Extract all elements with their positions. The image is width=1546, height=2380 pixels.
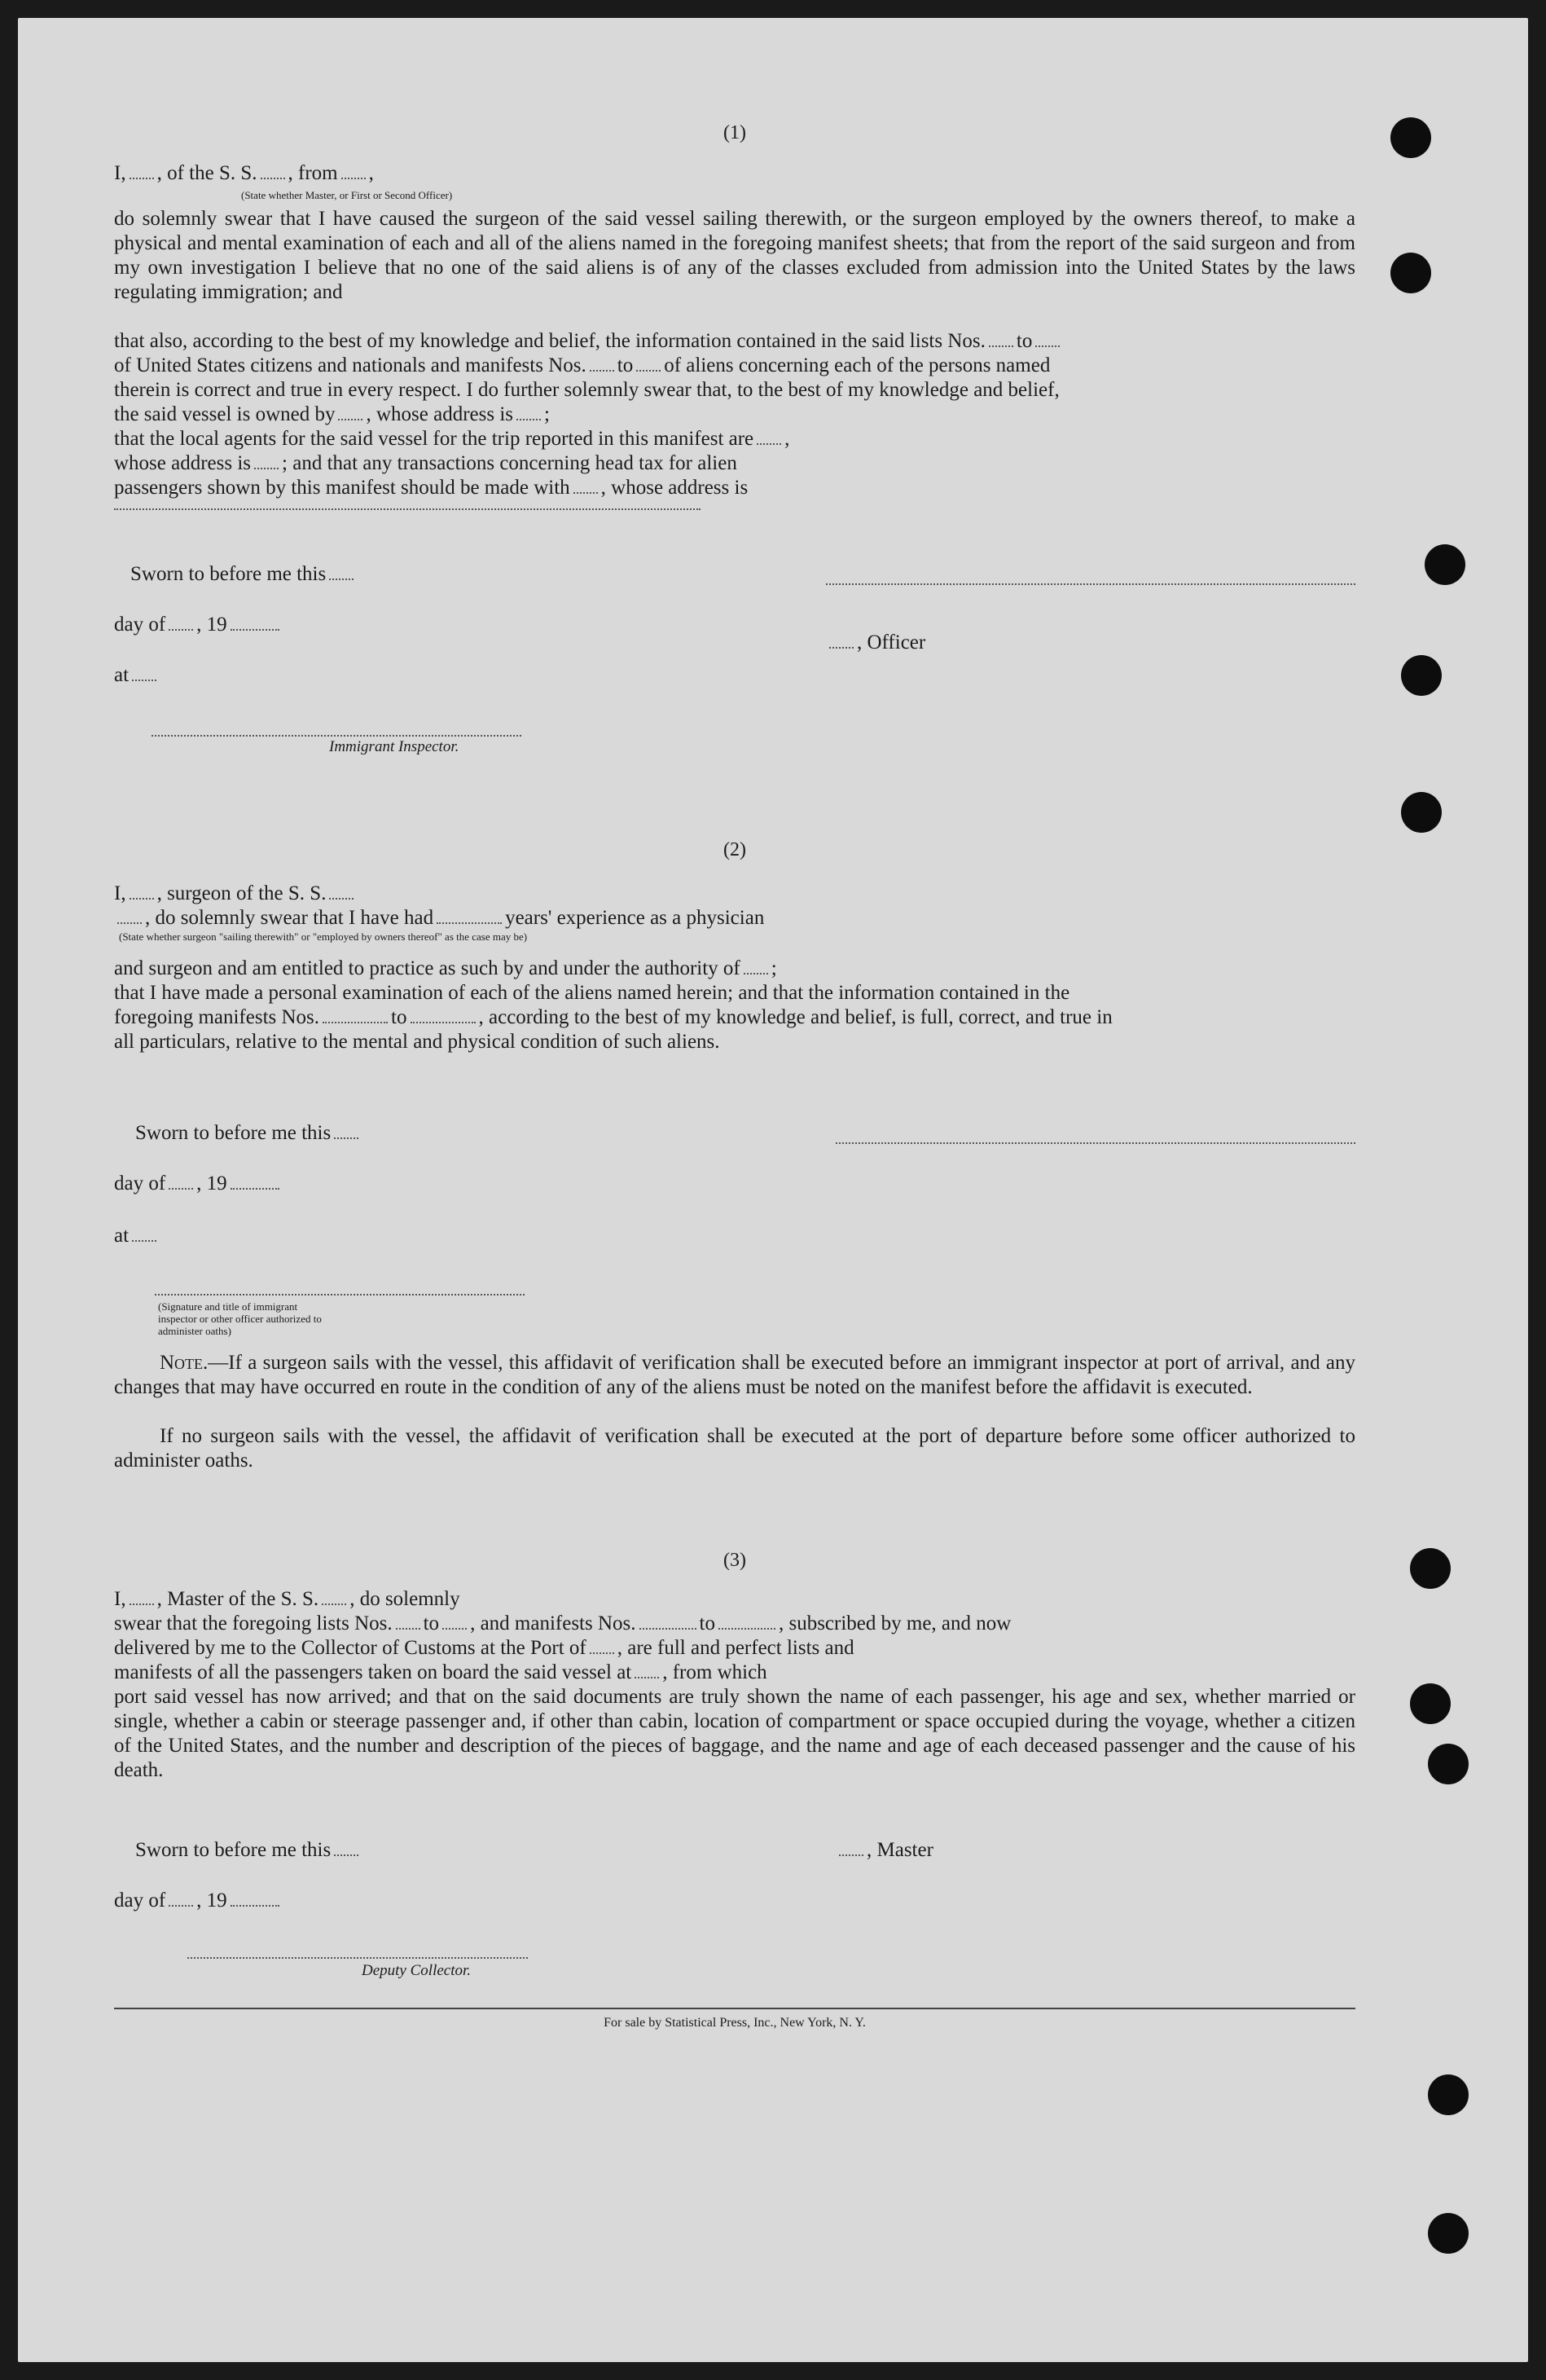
owner-field[interactable] bbox=[338, 403, 362, 420]
lists-to-field[interactable] bbox=[442, 1612, 467, 1630]
punch-hole bbox=[1428, 2074, 1469, 2115]
collector-caption: Deputy Collector. bbox=[362, 1962, 472, 1979]
sworn-month-field[interactable] bbox=[169, 1889, 193, 1907]
master-caption: (State whether Master, or First or Second Officer) bbox=[241, 189, 453, 201]
sworn-day-field[interactable] bbox=[329, 562, 354, 580]
printer-imprint: For sale by Statistical Press, Inc., New York, N. Y. bbox=[604, 2016, 866, 2030]
master-signature-field[interactable] bbox=[826, 583, 1355, 585]
form-page: (1) I, , of the S. S. , from , (State whether Master, or First or Second Officer) do solemnly swear that I have caused the surgeon of the said vessel sailing therewith, or the surgeon employed by the owners thereof, to make a physical and mental examination of each and all of the aliens named in the foregoing manifest sheets; that from the report of the said surgeon and from my own investigation I believe that no one of the said aliens is of any of the classes excluded from admission into the United States by the laws regulating immigration; and that also, according to the best of my knowledge and belief, the information contained in the said lists Nos. to of United States citizens and nationals and manifests Nos. to of aliens concerning each of the persons named therein is correct and true in every respect. I do further solemnly swear that, to the best of my knowledge and belief, the said vessel is owned by , whose address is ; that the local agents for the said vessel for the trip reported in this manifest are , whose address is ; and that any transactions concerning head tax for alien passengers shown by this manifest should be made with , whose address is Sworn to before me this day of , 19 at Immigrant Inspector. , Officer (2) I, , surgeon of the S. S. , do solemnly swear that I have had years' experience as a physician (State whether surgeon "sailing therewith" or "employed by owners thereof" as the case may be) and surgeon and am entitled to practice as such by and under the authority of ; that I have made a personal examination of each of the aliens named herein; and that the information contained in the foregoing manifests Nos. to , according to the best of my knowledge and belief, is full, correct, and true in all particulars, relative to the mental and physical condition of such aliens. Sworn to before me this day of , 19 at (Signature and title of immigrant inspector or other officer authorized to administer oaths) Note.—If a surgeon sails with the vessel, this affidavit of verification shall be executed before an immigrant inspector at port of arrival, and any changes that may have occurred en route in the condition of any of the aliens must be noted on the manifest before the affidavit is executed. If no surgeon sails with the vessel, the affidavit of verification shall be executed at the port of departure before some officer authorized to administer oaths. (3) I, , Master of the S. S. , do solemnly swear that the foregoing lists Nos. to , and manifests Nos. to , subscribed by me, and now delivered by me to the Collector of Customs at the Port of , are full and perfect lists and manifests of all the passengers taken on board the said vessel at , from which port said vessel has now arrived; and that on the said documents are truly shown the name of each passenger, his age and sex, whether married or single, whether a cabin or steerage passenger and, if other than cabin, location of compartment or space occupied during the voyage, whether a citizen of the United States, and the number and description of the pieces of baggage, and the name and age of each deceased passenger and the cause of his death. Sworn to before me this , Master day of , 19 Deputy Collector. For sale by Statistical Press, Inc., New York, N. Y. bbox=[18, 18, 1528, 2362]
note-paragraph: Note.—If a surgeon sails with the vessel, this affidavit of verification shall be executed before an immigrant inspector at port of arrival, and any changes that may have occurred en route in the condition of any of the aliens must be noted on the manifest before the affidavit is executed. bbox=[114, 1352, 1355, 1398]
surgeon-manifest-from-field[interactable] bbox=[323, 1005, 388, 1023]
surgeon-signature-field[interactable] bbox=[836, 1142, 1355, 1144]
sworn-place-field[interactable] bbox=[132, 663, 156, 681]
surgeon-status-field[interactable] bbox=[117, 906, 142, 924]
manifests-to-field[interactable] bbox=[718, 1612, 775, 1630]
port-of-departure-field[interactable] bbox=[635, 1661, 659, 1678]
manifests-from-field[interactable] bbox=[639, 1612, 696, 1630]
punch-hole bbox=[1401, 792, 1442, 833]
master-line: I, , of the S. S. , from , bbox=[114, 162, 374, 184]
section-number: (1) bbox=[723, 122, 746, 143]
surgeon-caption: (State whether surgeon "sailing therewith" or "employed by owners thereof" as the case may be) bbox=[119, 930, 528, 943]
sworn-day-field[interactable] bbox=[334, 1121, 358, 1139]
vessel-name-field[interactable] bbox=[261, 161, 285, 179]
authority-field[interactable] bbox=[744, 957, 768, 974]
surgeon-manifest-to-field[interactable] bbox=[411, 1005, 476, 1023]
footer-rule bbox=[114, 2008, 1355, 2009]
sworn-year-field[interactable] bbox=[231, 613, 279, 631]
punch-hole bbox=[1390, 253, 1431, 293]
administering-officer-signature-field[interactable] bbox=[155, 1294, 525, 1296]
sworn-month-field[interactable] bbox=[169, 1172, 193, 1190]
signature-caption: (Signature and title of immigrant inspector or other officer authorized to administer oaths) bbox=[158, 1300, 322, 1337]
citizen-list-to-field[interactable] bbox=[1035, 329, 1060, 347]
delivery-oath-text: port said vessel has now arrived; and that on the said documents are truly shown the name of each passenger, his age and sex, whether married or single, whether a cabin or steerage passenger and, if other than cabin, location of compartment or space occupied during the voyage, whether a citizen of the United States, and the number and description of the pieces of baggage, and the name and age of each deceased passenger and the cause of his death. bbox=[114, 1686, 1355, 1781]
vessel-name-field[interactable] bbox=[322, 1587, 346, 1605]
manifest-to-field[interactable] bbox=[636, 354, 661, 372]
local-agents-field[interactable] bbox=[757, 427, 781, 445]
port-of-arrival-field[interactable] bbox=[590, 1636, 614, 1654]
surgeon-name-field[interactable] bbox=[130, 882, 154, 900]
sworn-place-field[interactable] bbox=[132, 1224, 156, 1242]
section-number: (2) bbox=[723, 839, 746, 860]
note-paragraph-2: If no surgeon sails with the vessel, the affidavit of verification shall be executed at the port of departure before some officer authorized to administer oaths. bbox=[114, 1425, 1355, 1472]
master-name-field[interactable] bbox=[130, 1587, 154, 1605]
punch-hole bbox=[1428, 1744, 1469, 1784]
years-experience-field[interactable] bbox=[437, 906, 502, 924]
punch-hole bbox=[1390, 117, 1431, 158]
manifest-from-field[interactable] bbox=[590, 354, 614, 372]
master-oath-text: do solemnly swear that I have caused the surgeon of the said vessel sailing therewith, or the surgeon employed by the owners thereof, to make a physical and mental examination of each and all of the aliens named in the foregoing manifest sheets; that from the report of the said surgeon and from my own investigation I believe that no one of the said aliens is of any of the classes excluded from admission into the United States by the laws regulating immigration; and bbox=[114, 208, 1355, 303]
punch-hole bbox=[1428, 2213, 1469, 2254]
sworn-label: Sworn to before me this bbox=[135, 1122, 332, 1144]
sworn-day-field[interactable] bbox=[334, 1838, 358, 1856]
note-heading: Note. bbox=[160, 1352, 209, 1374]
inspector-signature-field[interactable] bbox=[152, 735, 521, 737]
citizen-list-from-field[interactable] bbox=[989, 329, 1013, 347]
head-tax-party-field[interactable] bbox=[573, 476, 598, 494]
owner-address-field[interactable] bbox=[516, 403, 541, 420]
master-name-field[interactable] bbox=[130, 161, 154, 179]
sworn-label: Sworn to before me this bbox=[130, 563, 327, 585]
punch-hole bbox=[1425, 544, 1465, 585]
punch-hole bbox=[1401, 655, 1442, 696]
officer-signature-field[interactable] bbox=[829, 631, 854, 649]
from-port-field[interactable] bbox=[341, 161, 366, 179]
section-number: (3) bbox=[723, 1550, 746, 1571]
inspector-caption: Immigrant Inspector. bbox=[329, 738, 459, 755]
agents-address-field[interactable] bbox=[254, 451, 279, 469]
collector-signature-field[interactable] bbox=[187, 1957, 528, 1959]
sworn-label: Sworn to before me this bbox=[135, 1839, 332, 1861]
address-continuation-field[interactable] bbox=[114, 508, 701, 510]
sworn-year-field[interactable] bbox=[231, 1889, 279, 1907]
punch-hole bbox=[1410, 1548, 1451, 1589]
surgeon-vessel-field[interactable] bbox=[329, 882, 354, 900]
master-signature-field[interactable] bbox=[839, 1838, 863, 1856]
sworn-month-field[interactable] bbox=[169, 613, 193, 631]
sworn-year-field[interactable] bbox=[231, 1172, 279, 1190]
lists-from-field[interactable] bbox=[396, 1612, 420, 1630]
punch-hole bbox=[1410, 1683, 1451, 1724]
